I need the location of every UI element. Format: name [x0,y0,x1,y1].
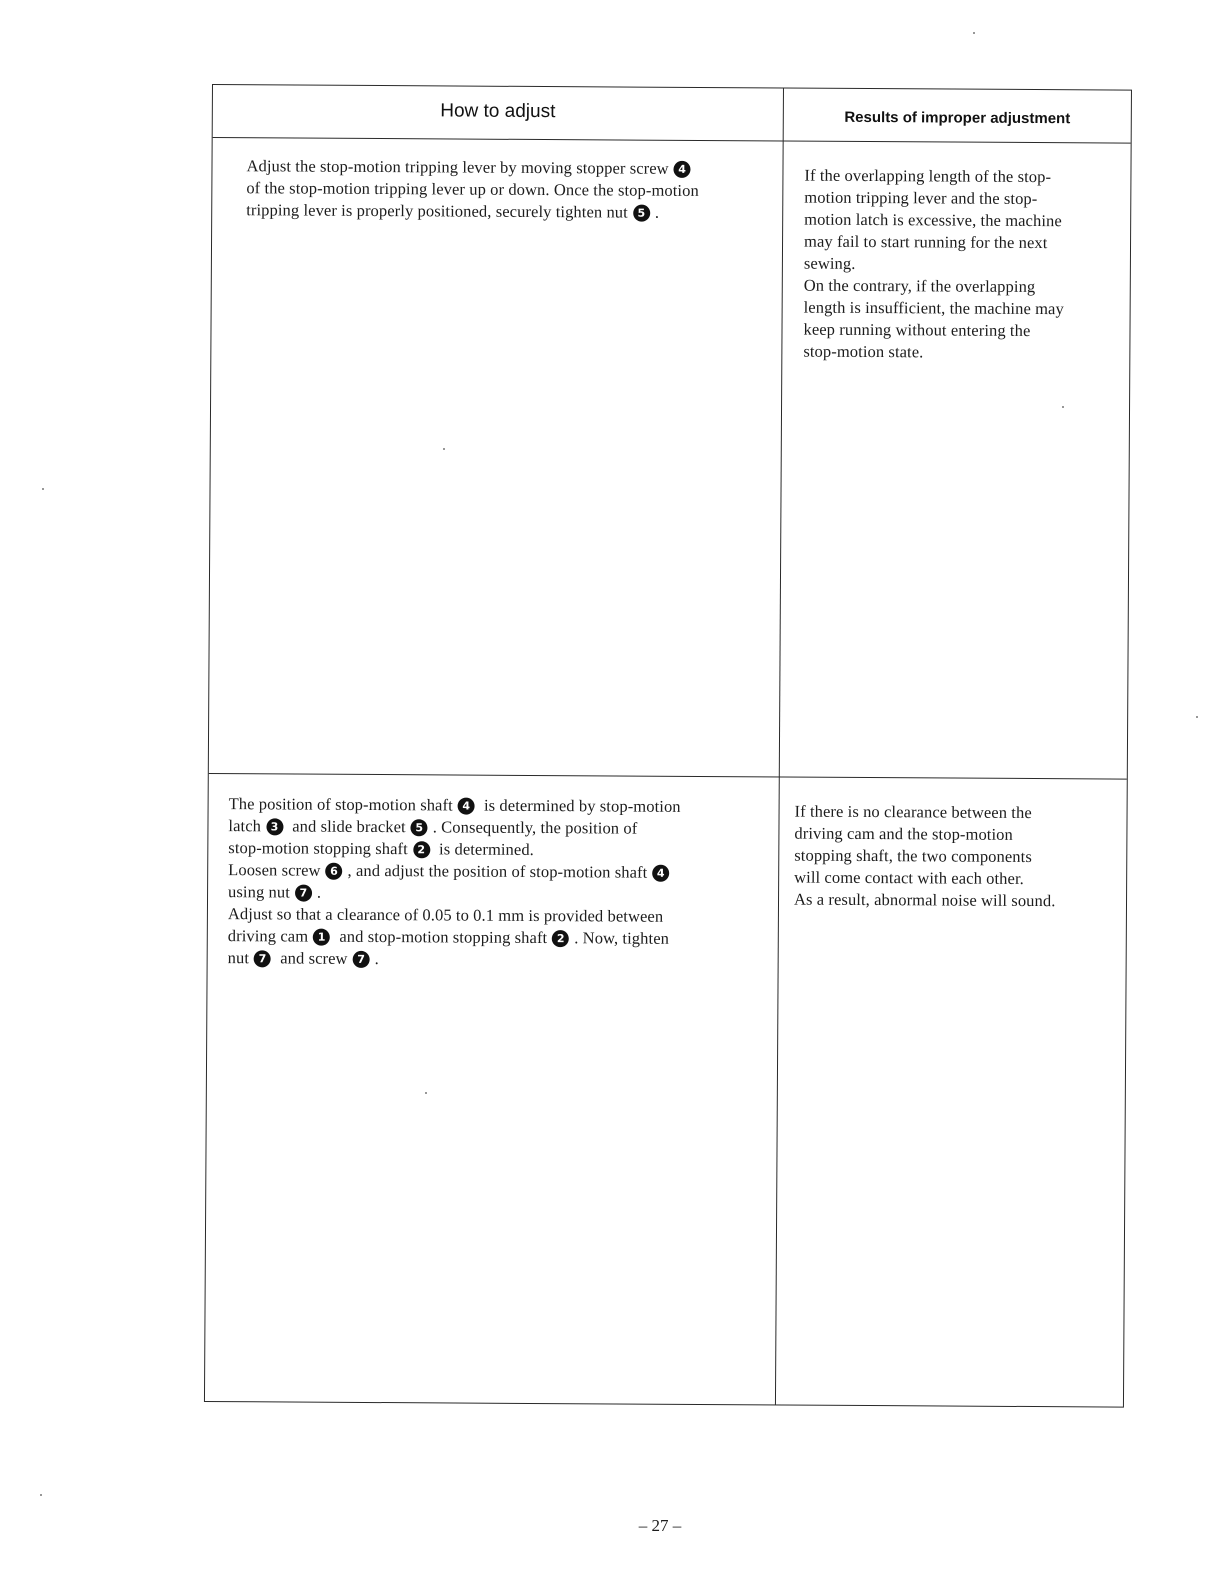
callout-number: 7 [295,885,312,902]
scan-speck [42,488,44,490]
callout-number: 4 [674,161,691,178]
row2-result-text: If there is no clearance between the driving cam and the stop-motion stopping shaft, the two components will come contact with each other. As a result, abnormal noise will sound. [793,801,1056,911]
callout-number: 5 [633,205,650,222]
header-divider [213,137,1131,144]
adjustment-table [204,84,1132,1408]
callout-number: 5 [411,819,428,836]
header-results: Results of improper adjustment [844,108,1071,128]
scan-speck [1196,716,1198,718]
row-divider [209,773,1127,780]
row1-result-text: If the overlapping length of the stop- motion tripping lever and the stop- motion latch is excessive, the machine may fail to start running for the next sewing. On the contrary, if the overlapping length is insufficient, the machine may keep running without entering the stop-motion state. [803,165,1064,362]
page-number: – 27 – [638,1516,682,1535]
callout-number: 6 [326,863,343,880]
callout-number: 2 [413,841,430,858]
callout-number: 4 [652,865,669,882]
callout-number: 2 [552,930,569,947]
callout-number: 3 [266,818,283,835]
callout-number: 1 [313,929,330,946]
column-divider [775,88,784,1404]
callout-number: 7 [254,950,271,967]
row1-adjust-text: Adjust the stop-motion tripping lever by moving stopper screw 4 of the stop-motion tripping lever up or down. Once the stop-motion tripping lever is properly positioned, securely tighten nut 5 . [246,156,699,222]
callout-number: 4 [458,798,475,815]
scan-speck [973,32,975,34]
scan-speck [425,1092,427,1094]
scan-speck [40,1494,42,1496]
scan-speck [1062,406,1064,408]
callout-number: 7 [353,951,370,968]
header-how-to-adjust: How to adjust [440,100,556,123]
scan-speck [443,448,445,450]
row2-adjust-text: The position of stop-motion shaft 4 is determined by stop-motion latch 3 and slide bracket 5 . Consequently, the position of stop-motion stopping shaft 2 is determined. Loosen screw 6 , and adjust the position of stop-motion shaft 4 using nut 7 . Adjust so that a clearance of 0.05 to 0.1 mm is provided between driving cam 1 and stop-motion stopping shaft 2 . Now, tighten nut 7 and screw 7 . [227,794,681,969]
